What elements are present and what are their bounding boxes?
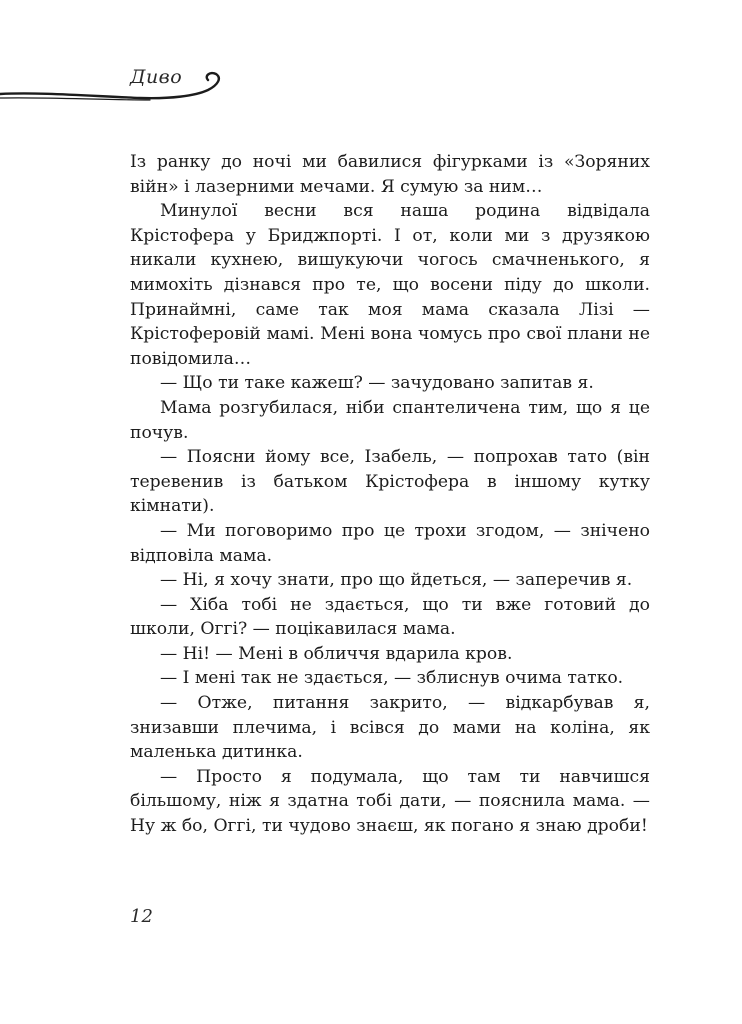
paragraph: — Просто я подумала, що там ти навчишся більшому, ніж я здатна тобі дати, — пояснила мама. — Ну ж бо, Оггі, ти чудово знаєш, як погано я знаю дроби! [130, 766, 650, 837]
paragraph: Мама розгубилася, ніби спантеличена тим, що я це почув. [130, 397, 650, 443]
paragraph: — Ні! — Мені в обличчя вдарила кров. [160, 643, 513, 664]
paragraph: — І мені так не здається, — зблиснув очима татко. [160, 668, 624, 689]
paragraph: — Поясни йому все, Ізабель, — попрохав тато (він теревенив із батьком Крістофера в іншому кутку кімнати). [130, 447, 650, 517]
paragraph: — Ми поговоримо про це трохи згодом, — знічено відповіла мама. [130, 520, 650, 566]
paragraph: — Що ти таке кажеш? — зачудовано запитав я. [160, 373, 594, 394]
paragraph: — Хіба тобі не здається, що ти вже готовий до школи, Оггі? — поцікавилася мама. [130, 594, 650, 640]
header-flourish [0, 60, 240, 110]
paragraph: Із ранку до ночі ми бавилися фігурками із «Зоряних війн» і лазерними мечами. Я сумую за ним… [130, 152, 650, 197]
main-text [130, 150, 650, 839]
paragraph: — Ні, я хочу знати, про що йдеться, — заперечив я. [160, 570, 633, 591]
running-head-title: Диво [130, 66, 183, 88]
page-number: 12 [130, 906, 153, 927]
paragraph: Минулої весни вся наша родина відвідала Крістофера у Бриджпорті. І от, коли ми з друзякою никали кухнею, вишукуючи чогось смачненького, я мимохіть дізнався про те, що восени піду до школи. Принаймні, саме так моя мама сказала Лізі — Крістоферовій мамі. Мені вона чомусь про свої плани не повідомила… [130, 201, 650, 369]
paragraph: — Отже, питання закрито, — відкарбував я, знизавши плечима, і всівся до мами на коліна, як маленька дитинка. [130, 693, 650, 763]
